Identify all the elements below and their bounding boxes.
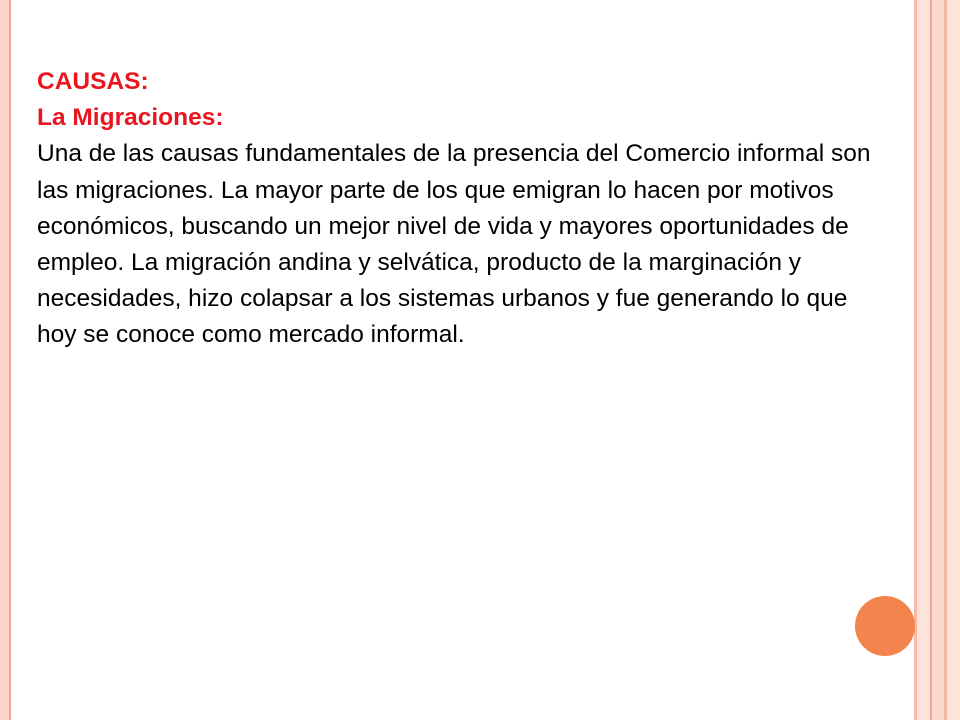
slide-paragraph: Una de las causas fundamentales de la presencia del Comercio informal son las migraciones. La mayor parte de los que emigran lo hacen por motivos económicos, buscando un mejor nivel de vida y mayores oportunidades de empleo. La migración andina y selvática, producto de la marginación y necesidades, hizo colapsar a los sistemas urbanos y fue generando lo que hoy se conoce como mercado informal.: [37, 140, 871, 349]
slide-text-body: [37, 64, 882, 354]
right-stripe: [947, 0, 960, 720]
slide-subheading: La Migraciones:: [37, 104, 224, 132]
right-decorative-stripes: [914, 0, 960, 720]
accent-circle: [855, 596, 915, 656]
right-stripe: [917, 0, 930, 720]
right-stripe: [932, 0, 944, 720]
left-border-band: [0, 0, 9, 720]
left-border-line: [9, 0, 11, 720]
slide-heading: CAUSAS:: [37, 68, 149, 95]
